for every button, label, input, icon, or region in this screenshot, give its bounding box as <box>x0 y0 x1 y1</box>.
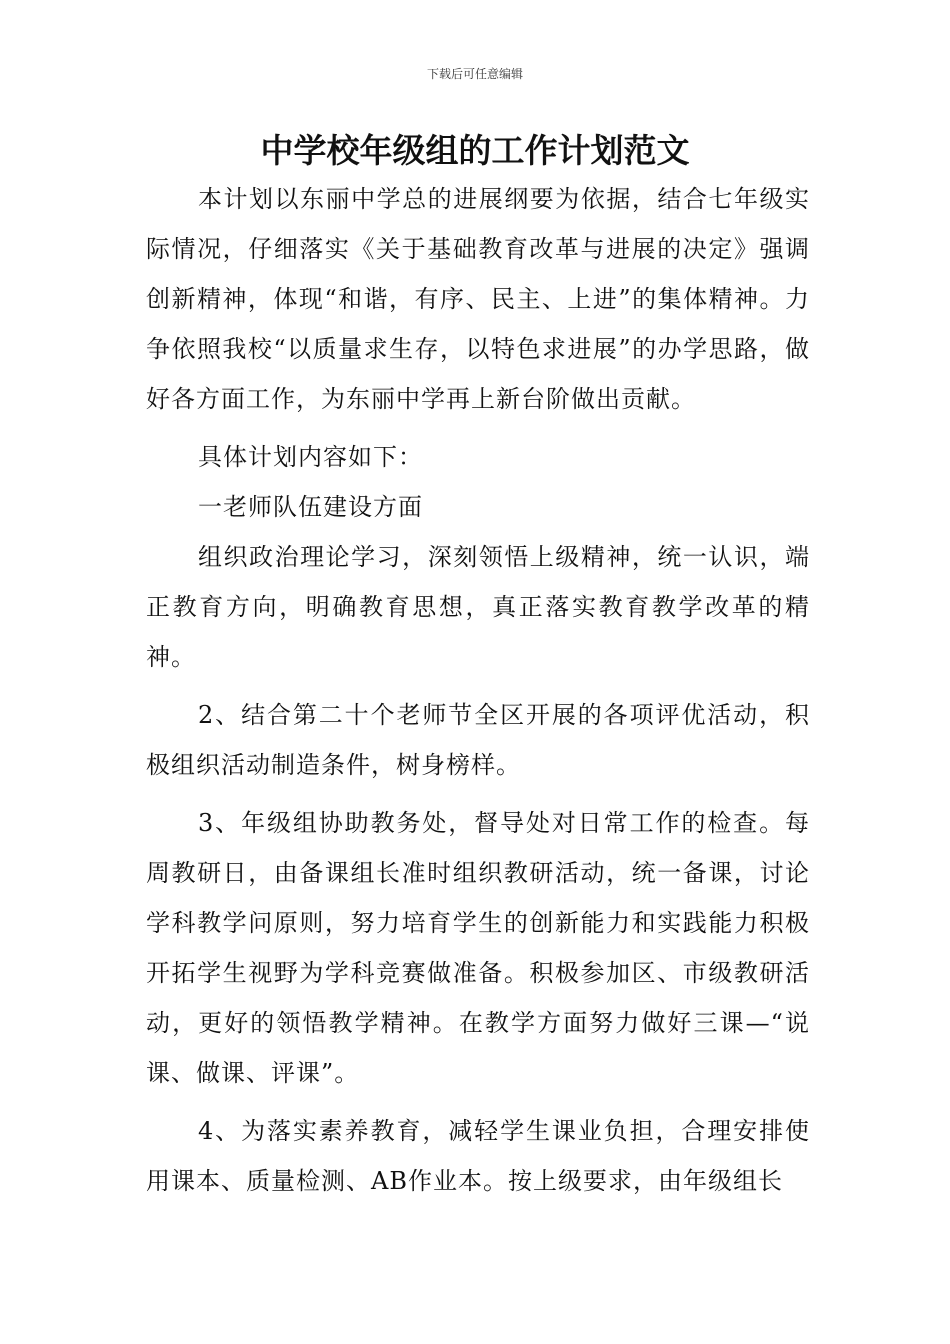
paragraph-intro: 本计划以东丽中学总的进展纲要为依据，结合七年级实际情况，仔细落实《关于基础教育改革与进展的决定》强调创新精神，体现“和谐，有序、民主、上进”的集体精神。力争依照我校“以质量求生存，以特色求进展”的办学思路，做好各方面工作，为东丽中学再上新台阶做出贡献。 <box>146 185 810 413</box>
paragraph-item-1: 组织政治理论学习，深刻领悟上级精神，统一认识，端正教育方向，明确教育思想，真正落实教育教学改革的精神。 <box>146 543 810 671</box>
document-body <box>146 174 810 1206</box>
document-title: 中学校年级组的工作计划范文 <box>260 131 690 170</box>
page-header: 下载后可任意编辑 <box>426 67 523 81</box>
paragraph-item-3: 3、年级组协助教务处，督导处对日常工作的检查。每周教研日，由备课组长准时组织教研活动，统一备课，讨论学科教学问原则，努力培育学生的创新能力和实践能力积极开拓学生视野为学科竞赛做准备。积极参加区、市级教研活动，更好的领悟教学精神。在教学方面努力做好三课—“说课、做课、评课”。 <box>146 809 810 1087</box>
paragraph-plan-heading: 具体计划内容如下： <box>198 443 423 471</box>
section-heading-teachers: 一老师队伍建设方面 <box>198 493 423 521</box>
paragraph-item-4: 4、为落实素养教育，减轻学生课业负担，合理安排使用课本、质量检测、AB作业本。按上级要求，由年级组长 <box>146 1117 810 1195</box>
paragraph-item-2: 2、结合第二十个老师节全区开展的各项评优活动，积极组织活动制造条件，树身榜样。 <box>146 701 810 779</box>
